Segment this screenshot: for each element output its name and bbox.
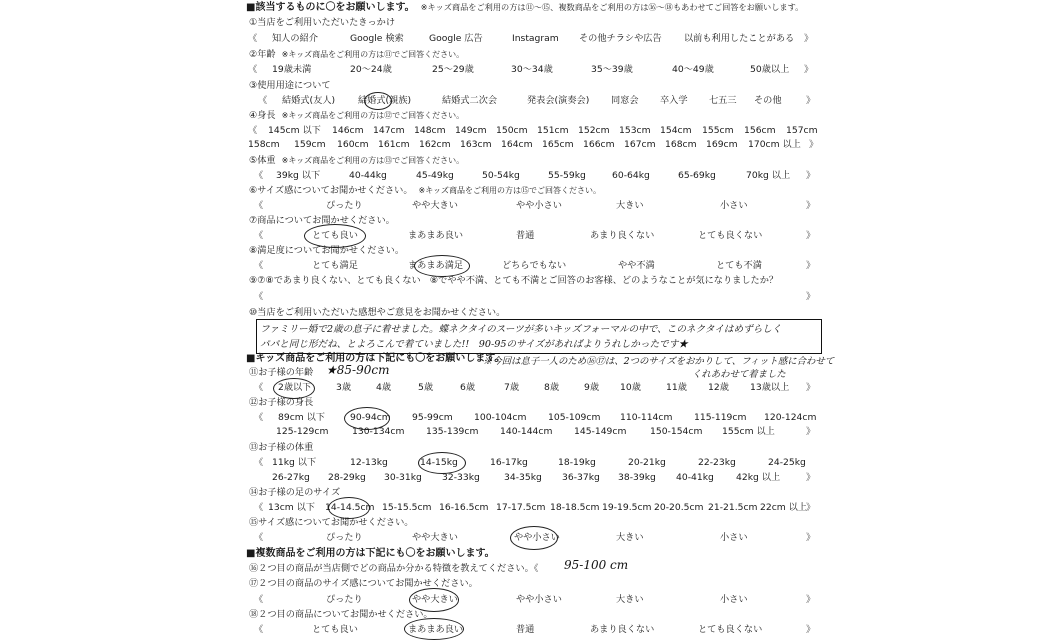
q11-option: 6歳 xyxy=(460,382,476,393)
q14-option: 13cm 以下 xyxy=(268,502,315,513)
q11-option: 《 xyxy=(254,382,264,393)
q6-label xyxy=(249,184,601,198)
q13-option: 20-21kg xyxy=(628,457,666,468)
q18-option: まあまあ良い xyxy=(408,624,464,635)
q14-option: 18-18.5cm xyxy=(550,502,600,513)
q1-option: Instagram xyxy=(512,33,559,44)
q8-label: ⑧満足度についてお聞かせください。 xyxy=(249,245,405,256)
q11-option: 4歳 xyxy=(376,382,392,393)
q2-option: 30〜34歳 xyxy=(511,64,553,75)
q6-option: ぴったり xyxy=(326,200,363,211)
q2-option: 25〜29歳 xyxy=(432,64,474,75)
q13-option: 32-33kg xyxy=(442,472,480,483)
q6-option: 大きい xyxy=(616,200,644,211)
q13-option: 42kg 以上 xyxy=(736,472,781,483)
q3-option: 結婚式(友人) xyxy=(282,95,336,106)
q12-option: 》 xyxy=(806,426,816,437)
q17-option: 《 xyxy=(254,594,264,605)
q11-option: 7歳 xyxy=(504,382,520,393)
q12-option: 115-119cm xyxy=(694,412,747,423)
q13-label: ⑬お子様の体重 xyxy=(249,442,314,453)
kids-section-title: ■キッズ商品をご利用の方は下記にも〇をお願いします。 xyxy=(246,353,505,364)
q4-option: 149cm xyxy=(455,125,487,136)
q6-title: ⑥サイズ感についてお聞かせください。 xyxy=(249,185,413,196)
survey-sheet xyxy=(246,0,835,640)
q12-option: 150-154cm xyxy=(650,426,703,437)
q13-option: 26-27kg xyxy=(272,472,310,483)
q4-option: 168cm xyxy=(665,139,697,150)
q14-option: 14-14.5cm xyxy=(325,502,375,513)
q14-label: ⑭お子様の足のサイズ xyxy=(249,487,341,498)
q8-option: 《 xyxy=(254,260,264,271)
q4-option: 147cm xyxy=(373,125,405,136)
q3-option: その他 xyxy=(754,95,782,106)
q4-option: 153cm xyxy=(619,125,651,136)
q13-option: 36-37kg xyxy=(562,472,600,483)
q7-option: 《 xyxy=(254,230,264,241)
q4-title: ④身長 xyxy=(249,110,276,121)
q6-option: やや大きい xyxy=(412,200,458,211)
q14-option: 20-20.5cm xyxy=(654,502,704,513)
q9-open: 《 xyxy=(254,291,264,302)
q18-option: 《 xyxy=(254,624,264,635)
q13-option: 》 xyxy=(806,472,816,483)
q2-option: 《 xyxy=(248,64,258,75)
q3-option: 七五三 xyxy=(709,95,737,106)
q12-option: 100-104cm xyxy=(474,412,527,423)
q13-option: 12-13kg xyxy=(350,457,388,468)
q8-option: まあまあ満足 xyxy=(408,260,464,271)
q4-option: 160cm xyxy=(337,139,369,150)
q4-label xyxy=(249,109,464,123)
kids-handnote-2: くれあわせて着ました xyxy=(692,369,786,380)
q4-option: 163cm xyxy=(460,139,492,150)
q4-option: 169cm xyxy=(706,139,738,150)
q4-option: 151cm xyxy=(537,125,569,136)
q9-close: 》 xyxy=(806,291,816,302)
q7-option: とても良い xyxy=(312,230,358,241)
q13-option: 34-35kg xyxy=(504,472,542,483)
q1-option: その他チラシや広告 xyxy=(579,33,662,44)
kids-handnote-1: ※今回は息子一人のため⑯⑰は、2つのサイズをおかりして、フィット感に合わせて xyxy=(483,356,835,367)
q13-option: 18-19kg xyxy=(558,457,596,468)
q7-option: あまり良くない xyxy=(590,230,655,241)
q6-option: 》 xyxy=(806,200,816,211)
q4-option: 156cm xyxy=(744,125,776,136)
q14-option: 22cm 以上 xyxy=(760,502,807,513)
q4-option: 157cm xyxy=(786,125,818,136)
q14-option: 《 xyxy=(254,502,264,513)
q2-label xyxy=(249,48,464,62)
q4-option: 166cm xyxy=(583,139,615,150)
q17-label: ⑰２つ目の商品のサイズ感についてお聞かせください。 xyxy=(249,578,478,589)
q15-option: 》 xyxy=(806,532,816,543)
q12-option: 145-149cm xyxy=(574,426,627,437)
q1-option: 知人の紹介 xyxy=(272,33,318,44)
q4-option: 145cm 以下 xyxy=(268,125,321,136)
survey-header xyxy=(246,0,803,14)
q16-label: ⑯２つ目の商品が当店側でどの商品か分かる特徴を教えてください。《 xyxy=(249,563,539,574)
q5-option: 70kg 以上 xyxy=(746,170,791,181)
q2-option: 35〜39歳 xyxy=(591,64,633,75)
q2-option: 40〜49歳 xyxy=(672,64,714,75)
q5-sub: ※キッズ商品をご利用の方は⑬でご回答ください。 xyxy=(281,156,465,165)
circle-mark xyxy=(364,92,392,110)
q13-option: 11kg 以下 xyxy=(272,457,317,468)
q3-label: ③使用用途について xyxy=(249,80,331,91)
q12-option: 110-114cm xyxy=(620,412,673,423)
q3-option: 同窓会 xyxy=(611,95,639,106)
q1-option: 《 xyxy=(248,33,258,44)
q13-option: 《 xyxy=(254,457,264,468)
q17-option: ぴったり xyxy=(326,594,363,605)
q7-label: ⑦商品についてお聞かせください。 xyxy=(249,215,395,226)
q1-option: Google 検索 xyxy=(350,33,404,44)
q2-option: 20〜24歳 xyxy=(350,64,392,75)
q12-option: 125-129cm xyxy=(276,426,329,437)
q14-option: 15-15.5cm xyxy=(382,502,432,513)
q3-option: 結婚式二次会 xyxy=(442,95,498,106)
q11-option: 11歳 xyxy=(666,382,687,393)
q4-option: 165cm xyxy=(542,139,574,150)
q4-option: 《 xyxy=(248,125,258,136)
q18-option: 》 xyxy=(806,624,816,635)
q12-label: ⑫お子様の身長 xyxy=(249,397,314,408)
q5-option: 《 xyxy=(254,170,264,181)
q4-option: 150cm xyxy=(496,125,528,136)
header-note: ※キッズ商品をご利用の方は⑪〜⑮、複数商品をご利用の方は⑯〜⑱もあわせてご回答をお願いします。 xyxy=(420,2,804,12)
q6-option: 《 xyxy=(254,200,264,211)
q11-option: 3歳 xyxy=(336,382,352,393)
q2-title: ②年齢 xyxy=(249,49,276,60)
q5-option: 60-64kg xyxy=(612,170,650,181)
q13-option: 14-15kg xyxy=(420,457,458,468)
q8-option: どちらでもない xyxy=(502,260,567,271)
q7-option: とても良くない xyxy=(698,230,763,241)
q2-sub: ※キッズ商品をご利用の方は⑪でご回答ください。 xyxy=(281,50,465,59)
q7-option: 普通 xyxy=(516,230,535,241)
q13-option: 40-41kg xyxy=(676,472,714,483)
q5-option: 45-49kg xyxy=(416,170,454,181)
q4-sub: ※キッズ商品をご利用の方は⑫でご回答ください。 xyxy=(281,111,465,120)
q12-option: 120-124cm xyxy=(764,412,817,423)
q5-label xyxy=(249,154,464,168)
q14-option: 17-17.5cm xyxy=(496,502,546,513)
q18-option: とても良くない xyxy=(698,624,763,635)
q6-sub: ※キッズ商品をご利用の方は⑮でご回答ください。 xyxy=(418,186,602,195)
q11-option: 》 xyxy=(806,382,816,393)
multi-section-title: ■複数商品をご利用の方は下記にも〇をお願いします。 xyxy=(246,548,495,559)
q4-option: 164cm xyxy=(501,139,533,150)
q10-label: ⑩当店をご利用いただいた感想やご意見をお聞かせください。 xyxy=(249,307,506,318)
q10-answer-line1: ファミリー婚で2歳の息子に着せました。蝶ネクタイのスーツが多いキッズフォーマルの中で、このネクタイはめずらしく xyxy=(260,324,782,335)
q11-option: 13歳以上 xyxy=(750,382,790,393)
q17-option: やや小さい xyxy=(516,594,562,605)
q17-option: 》 xyxy=(806,594,816,605)
q6-option: 小さい xyxy=(720,200,748,211)
circle-mark xyxy=(510,526,558,550)
q13-option: 16-17kg xyxy=(490,457,528,468)
q15-option: やや小さい xyxy=(514,532,560,543)
q12-option: 89cm 以下 xyxy=(278,412,325,423)
q4-option: 152cm xyxy=(578,125,610,136)
q4-option: 167cm xyxy=(624,139,656,150)
q3-option: 《 xyxy=(258,95,268,106)
q12-option: 155cm 以上 xyxy=(722,426,775,437)
q11-option: 2歳以下 xyxy=(278,382,312,393)
q17-option: 小さい xyxy=(720,594,748,605)
q4-option: 155cm xyxy=(702,125,734,136)
q3-option: 卒入学 xyxy=(660,95,688,106)
q18-option: あまり良くない xyxy=(590,624,655,635)
q11-label: ⑪お子様の年齢 xyxy=(249,367,314,378)
q2-option: 19歳未満 xyxy=(272,64,312,75)
q6-option: やや小さい xyxy=(516,200,562,211)
q2-option: 50歳以上 xyxy=(750,64,790,75)
q15-option: 小さい xyxy=(720,532,748,543)
q17-option: やや大きい xyxy=(412,594,458,605)
q11-option: 5歳 xyxy=(418,382,434,393)
q14-option: 21-21.5cm xyxy=(708,502,758,513)
q14-option: 16-16.5cm xyxy=(439,502,489,513)
q5-title: ⑤体重 xyxy=(249,155,276,166)
q14-option: 19-19.5cm xyxy=(602,502,652,513)
q4-option: 158cm xyxy=(248,139,280,150)
q5-option: 65-69kg xyxy=(678,170,716,181)
q8-option: やや不満 xyxy=(618,260,655,271)
q3-option: 》 xyxy=(806,95,816,106)
q8-option: とても不満 xyxy=(716,260,762,271)
q12-option: 130-134cm xyxy=(352,426,405,437)
q18-label: ⑱２つ目の商品についてお聞かせください。 xyxy=(249,609,433,620)
q13-option: 30-31kg xyxy=(384,472,422,483)
q3-option: 結婚式(親族) xyxy=(358,95,412,106)
q11-option: 10歳 xyxy=(620,382,641,393)
q13-option: 38-39kg xyxy=(618,472,656,483)
q5-option: 50-54kg xyxy=(482,170,520,181)
q4-option: 148cm xyxy=(414,125,446,136)
q12-option: 《 xyxy=(254,412,264,423)
q4-option: 159cm xyxy=(294,139,326,150)
circle-mark xyxy=(404,618,464,640)
q4-option: 162cm xyxy=(419,139,451,150)
q5-option: 39kg 以下 xyxy=(276,170,321,181)
q12-option: 140-144cm xyxy=(500,426,553,437)
q15-option: やや大きい xyxy=(412,532,458,543)
q15-option: 大きい xyxy=(616,532,644,543)
q4-option: 146cm xyxy=(332,125,364,136)
q16-handwritten-answer: 95-100 cm xyxy=(564,558,629,572)
q15-option: 《 xyxy=(254,532,264,543)
q8-option: とても満足 xyxy=(312,260,358,271)
q11-option: 12歳 xyxy=(708,382,729,393)
q2-option: 》 xyxy=(804,64,814,75)
q1-option: Google 広告 xyxy=(429,33,483,44)
q13-option: 28-29kg xyxy=(328,472,366,483)
q5-option: 55-59kg xyxy=(548,170,586,181)
q4-option: 》 xyxy=(809,139,819,150)
q4-option: 154cm xyxy=(660,125,692,136)
q12-option: 95-99cm xyxy=(412,412,453,423)
header-title: ■該当するものに〇をお願いします。 xyxy=(246,2,415,13)
q13-option: 22-23kg xyxy=(698,457,736,468)
q12-option: 90-94cm xyxy=(350,412,391,423)
q1-option: 》 xyxy=(804,33,814,44)
q9-label: ⑨⑦⑧であまり良くない、とても良くない ⑧でやや不満、とても不満とご回答のお客様、どのようなことが気になりましたか？ xyxy=(249,275,779,286)
q4-option: 161cm xyxy=(378,139,410,150)
q5-option: 》 xyxy=(806,170,816,181)
q15-label: ⑮サイズ感についてお聞かせください。 xyxy=(249,517,414,528)
q11-option: 9歳 xyxy=(584,382,600,393)
q5-option: 40-44kg xyxy=(349,170,387,181)
q1-option: 以前も利用したことがある xyxy=(684,33,795,44)
q4-option: 170cm 以上 xyxy=(748,139,801,150)
q13-option: 24-25kg xyxy=(768,457,806,468)
q7-option: 》 xyxy=(806,230,816,241)
q17-option: 大きい xyxy=(616,594,644,605)
q18-option: 普通 xyxy=(516,624,535,635)
q12-option: 105-109cm xyxy=(548,412,601,423)
q8-option: 》 xyxy=(806,260,816,271)
q12-option: 135-139cm xyxy=(426,426,479,437)
q18-option: とても良い xyxy=(312,624,358,635)
q3-option: 発表会(演奏会) xyxy=(527,95,590,106)
q11-option: 8歳 xyxy=(544,382,560,393)
q1-label: ①当店をご利用いただいたきっかけ xyxy=(249,17,396,28)
q10-answer-line2: パパと同じ形だね、とよろこんで着ていました!! 90-95のサイズがあればよりうれしかったです★ xyxy=(260,339,688,350)
q7-option: まあまあ良い xyxy=(408,230,464,241)
q15-option: ぴったり xyxy=(326,532,363,543)
q14-option: 》 xyxy=(806,502,816,513)
q11-handwritten-answer: ★85-90cm xyxy=(326,363,390,377)
